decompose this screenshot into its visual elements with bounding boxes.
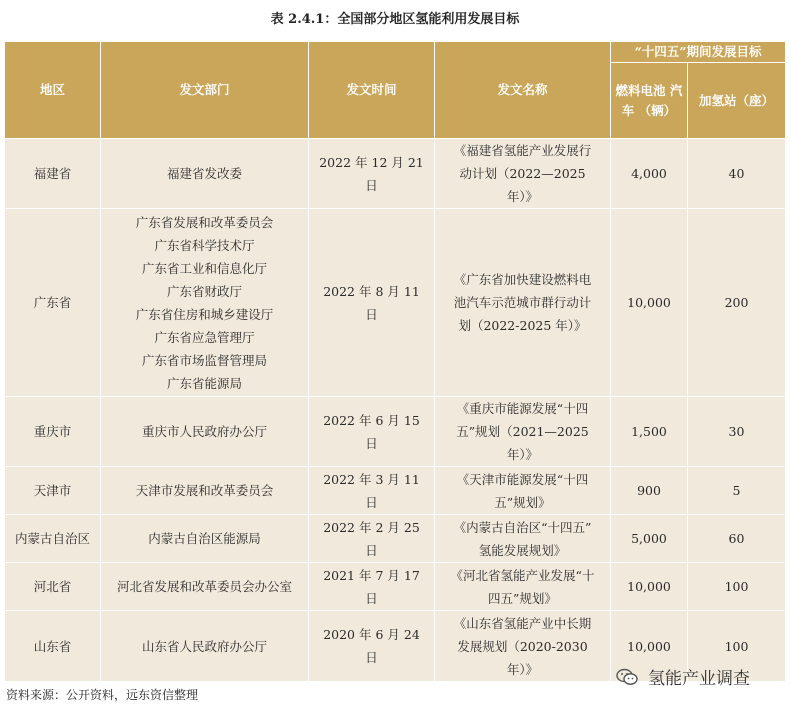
cell-department <box>101 515 309 563</box>
cell-stations: 200 <box>688 209 786 397</box>
doc-name-line: 五”规划（2021—2025 <box>456 424 589 439</box>
cell-stations: 30 <box>688 397 786 467</box>
table-row <box>5 515 786 563</box>
cell-department <box>101 563 309 611</box>
doc-name-line: 动计划（2022—2025 <box>459 166 586 181</box>
table-row <box>5 467 786 515</box>
cell-doc-name <box>435 209 611 397</box>
cell-region: 广东省 <box>5 209 101 397</box>
table-title: 表 2.4.1：全国部分地区氢能利用发展目标 <box>270 12 520 27</box>
doc-name-line: 氢能发展规划》 <box>478 542 567 558</box>
header-vehicles: 燃料电池 汽车 （辆） <box>611 63 688 139</box>
cell-region: 重庆市 <box>5 397 101 467</box>
doc-name-line: 五”规划》 <box>494 494 551 510</box>
cell-date: 2022 年 3 月 11 日 <box>309 467 435 515</box>
cell-date: 2020 年 6 月 24 日 <box>309 611 435 682</box>
header-date: 发文时间 <box>309 42 435 139</box>
cell-region: 河北省 <box>5 563 101 611</box>
department-line: 山东省人民政府办公厅 <box>141 638 267 654</box>
doc-name-line: 年）》 <box>506 661 539 677</box>
department-line: 广东省科学技术厅 <box>154 237 255 253</box>
doc-name-line: 《河北省氢能产业发展“十 <box>450 567 595 583</box>
cell-date: 2022 年 6 月 15 日 <box>309 397 435 467</box>
cell-date: 2022 年 12 月 21 日 <box>309 139 435 209</box>
doc-name-line: 《广东省加快建设燃料电 <box>453 272 592 287</box>
cell-region: 内蒙古自治区 <box>5 515 101 563</box>
doc-name-line: 年）》 <box>506 447 539 462</box>
department-line: 重庆市人民政府办公厅 <box>141 424 267 439</box>
header-doc-name: 发文名称 <box>435 42 611 139</box>
cell-date: 2022 年 2 月 25 日 <box>309 515 435 563</box>
cell-vehicles: 900 <box>611 467 688 515</box>
cell-vehicles: 1,500 <box>611 397 688 467</box>
header-target-group: “十四五”期间发展目标 <box>611 42 786 63</box>
cell-vehicles: 10,000 <box>611 563 688 611</box>
doc-name-line: 《内蒙古自治区“十四五” <box>453 519 592 535</box>
cell-vehicles: 4,000 <box>611 139 688 209</box>
department-line: 广东省发展和改革委员会 <box>135 214 274 230</box>
cell-department <box>101 209 309 397</box>
cell-date: 2022 年 8 月 11 日 <box>309 209 435 397</box>
department-line: 河北省发展和改革委员会办公室 <box>116 579 292 594</box>
hydrogen-targets-table <box>4 41 786 682</box>
header-region: 地区 <box>5 42 101 139</box>
department-line: 福建省发改委 <box>166 166 242 181</box>
doc-name-line: 划（2022-2025 年）》 <box>458 318 587 333</box>
cell-doc-name <box>435 611 611 682</box>
cell-stations: 100 <box>688 611 786 682</box>
department-line: 内蒙古自治区能源局 <box>148 531 261 546</box>
watermark <box>616 664 750 689</box>
source-note: 资料来源：公开资料，远东资信整理 <box>6 688 199 702</box>
table-row <box>5 209 786 397</box>
department-line: 广东省工业和信息化厅 <box>141 260 267 276</box>
cell-stations: 5 <box>688 467 786 515</box>
doc-name-line: 《天津市能源发展“十四 <box>456 471 589 487</box>
cell-department <box>101 139 309 209</box>
cell-doc-name <box>435 397 611 467</box>
department-line: 广东省市场监督管理局 <box>141 352 267 368</box>
table-row <box>5 139 786 209</box>
header-stations: 加氢站（座） <box>688 63 786 139</box>
cell-doc-name <box>435 563 611 611</box>
department-line: 广东省财政厅 <box>166 283 242 299</box>
cell-doc-name <box>435 467 611 515</box>
cell-department <box>101 467 309 515</box>
department-line: 广东省能源局 <box>166 375 242 391</box>
department-line: 广东省住房和城乡建设厅 <box>135 306 274 322</box>
doc-name-line: 四五”规划》 <box>488 590 557 606</box>
cell-vehicles: 10,000 <box>611 611 688 682</box>
doc-name-line: 《福建省氢能产业发展行 <box>453 143 592 158</box>
table-row <box>5 563 786 611</box>
doc-name-line: 《重庆市能源发展“十四 <box>456 401 589 416</box>
doc-name-line: 池汽车示范城市群行动计 <box>453 295 592 310</box>
cell-date: 2021 年 7 月 17 日 <box>309 563 435 611</box>
department-line: 广东省应急管理厅 <box>154 329 255 345</box>
doc-name-line: 《山东省氢能产业中长期 <box>453 615 592 631</box>
wechat-icon <box>616 668 638 686</box>
cell-region: 天津市 <box>5 467 101 515</box>
watermark-text: 氢能产业调查 <box>648 669 750 689</box>
cell-region: 福建省 <box>5 139 101 209</box>
cell-stations: 60 <box>688 515 786 563</box>
cell-vehicles: 10,000 <box>611 209 688 397</box>
cell-doc-name <box>435 515 611 563</box>
cell-vehicles: 5,000 <box>611 515 688 563</box>
cell-department <box>101 397 309 467</box>
cell-stations: 100 <box>688 563 786 611</box>
cell-stations: 40 <box>688 139 786 209</box>
doc-name-line: 发展规划（2020-2030 <box>457 638 588 654</box>
doc-name-line: 年）》 <box>506 189 539 204</box>
department-line: 天津市发展和改革委员会 <box>135 483 274 498</box>
table-row <box>5 397 786 467</box>
cell-department <box>101 611 309 682</box>
cell-region: 山东省 <box>5 611 101 682</box>
cell-doc-name <box>435 139 611 209</box>
header-department: 发文部门 <box>101 42 309 139</box>
